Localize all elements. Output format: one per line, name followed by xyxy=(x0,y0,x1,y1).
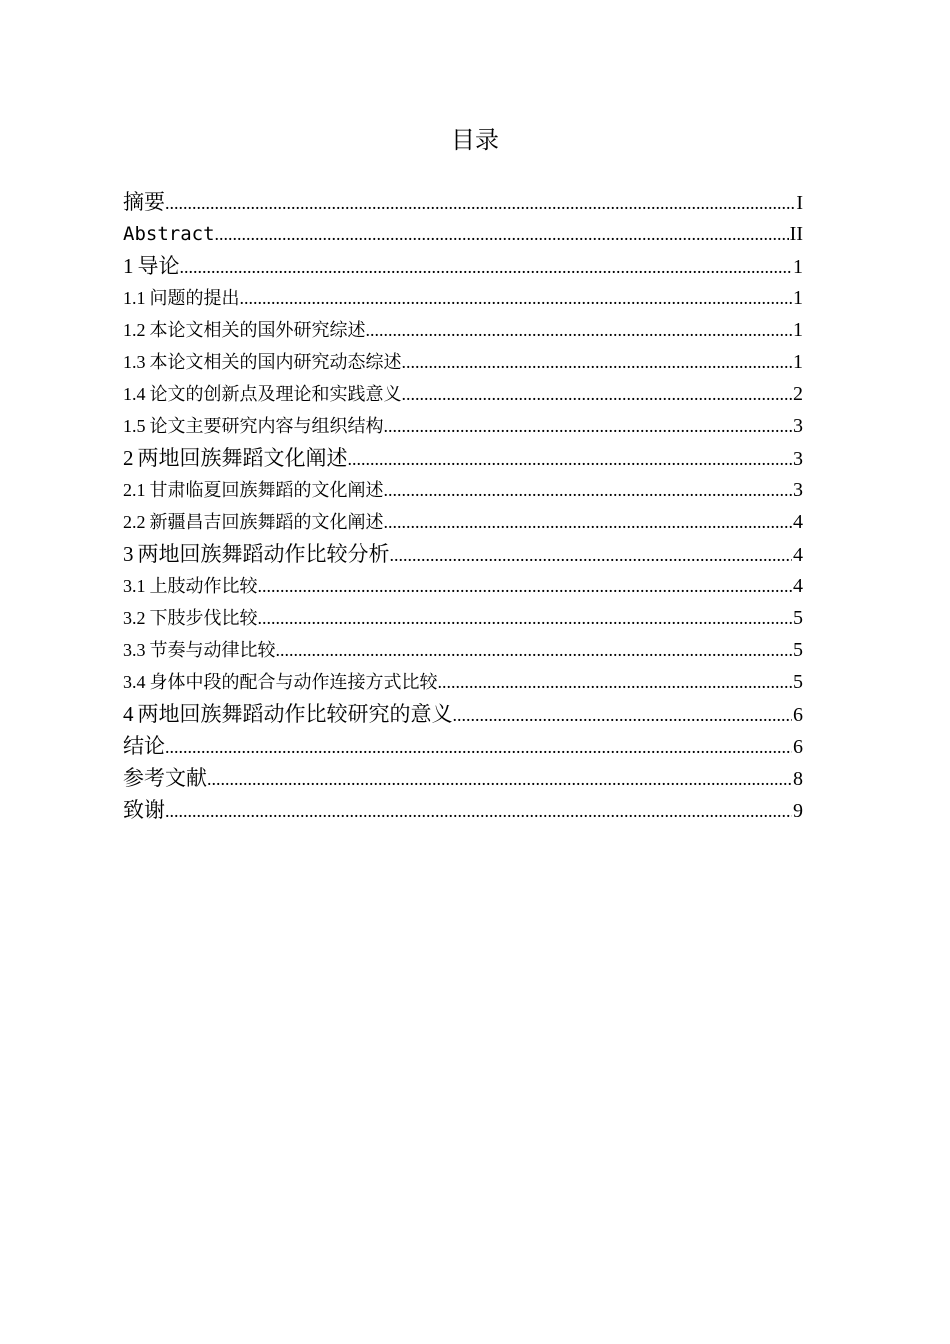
toc-dot-leader xyxy=(384,474,793,506)
toc-entry-page: 1 xyxy=(793,319,803,341)
toc-entry-chapter-3[interactable] xyxy=(123,538,803,570)
toc-dot-leader xyxy=(453,699,793,730)
table-of-contents xyxy=(123,186,803,826)
toc-entry-acknowledgements[interactable] xyxy=(123,794,803,826)
toc-entry-number: 1.5 xyxy=(123,416,146,436)
toc-entry-title: 下肢步伐比较 xyxy=(149,608,258,629)
toc-entry-page: 3 xyxy=(793,448,803,470)
toc-entry-title: 本论文相关的国外研究综述 xyxy=(149,320,366,341)
toc-entry-title: 本论文相关的国内研究动态综述 xyxy=(149,352,402,373)
toc-dot-leader xyxy=(348,443,793,474)
toc-entry-title: 结论 xyxy=(123,734,165,758)
toc-dot-leader xyxy=(390,539,793,570)
toc-entry-section-2-1[interactable] xyxy=(123,474,803,506)
toc-entry-chapter-4[interactable] xyxy=(123,698,803,730)
toc-entry-number: 3 xyxy=(123,542,134,566)
toc-entry-page: 5 xyxy=(793,671,803,693)
toc-dot-leader xyxy=(165,187,795,218)
page-title: 目录 xyxy=(451,126,499,154)
toc-entry-title: 参考文献 xyxy=(123,766,207,790)
toc-dot-leader xyxy=(258,602,793,634)
toc-dot-leader xyxy=(384,506,793,538)
toc-entry-number: 1.2 xyxy=(123,320,146,340)
toc-dot-leader xyxy=(276,634,793,666)
toc-entry-page: 3 xyxy=(793,415,803,437)
toc-entry-number: 1.3 xyxy=(123,352,146,372)
toc-entry-page: 5 xyxy=(793,607,803,629)
toc-entry-title: 节奏与动律比较 xyxy=(149,640,276,661)
toc-entry-number: 2 xyxy=(123,446,134,470)
toc-entry-title: 摘要 xyxy=(123,190,165,214)
toc-entry-title: 问题的提出 xyxy=(149,288,240,309)
toc-entry-page: 1 xyxy=(793,256,803,278)
toc-entry-title: 上肢动作比较 xyxy=(149,576,258,597)
toc-dot-leader xyxy=(402,378,793,410)
toc-entry-page: 4 xyxy=(793,544,803,566)
toc-dot-leader xyxy=(366,314,793,346)
toc-entry-number: 3.4 xyxy=(123,672,146,692)
toc-entry-page: 6 xyxy=(793,736,803,758)
toc-entry-page: 6 xyxy=(793,704,803,726)
toc-entry-title: 两地回族舞蹈文化阐述 xyxy=(137,446,348,470)
toc-dot-leader xyxy=(258,570,793,602)
toc-entry-section-3-3[interactable] xyxy=(123,634,803,666)
toc-entry-number: 3.3 xyxy=(123,640,146,660)
toc-entry-page: II xyxy=(789,223,803,245)
toc-entry-section-3-4[interactable] xyxy=(123,666,803,698)
toc-entry-title: 论文的创新点及理论和实践意义 xyxy=(149,384,402,405)
toc-entry-title: 甘肃临夏回族舞蹈的文化阐述 xyxy=(149,480,384,501)
toc-entry-page: 5 xyxy=(793,639,803,661)
toc-entry-number: 1.4 xyxy=(123,384,146,404)
toc-dot-leader xyxy=(165,795,792,826)
toc-dot-leader xyxy=(384,410,793,442)
toc-dot-leader xyxy=(215,218,789,250)
toc-entry-title: 两地回族舞蹈动作比较分析 xyxy=(137,542,390,566)
toc-entry-number: 4 xyxy=(123,702,134,726)
toc-entry-number: 3.2 xyxy=(123,608,146,628)
toc-entry-page: I xyxy=(796,192,803,214)
toc-dot-leader xyxy=(438,666,793,698)
toc-entry-title: 身体中段的配合与动作连接方式比较 xyxy=(149,672,438,693)
toc-entry-section-1-3[interactable] xyxy=(123,346,803,378)
toc-entry-chapter-2[interactable] xyxy=(123,442,803,474)
toc-entry-title: 论文主要研究内容与组织结构 xyxy=(149,416,384,437)
toc-entry-section-3-1[interactable] xyxy=(123,570,803,602)
toc-dot-leader xyxy=(402,346,793,378)
toc-entry-references[interactable] xyxy=(123,762,803,794)
toc-entry-section-1-5[interactable] xyxy=(123,410,803,442)
toc-entry-page: 3 xyxy=(793,479,803,501)
toc-entry-title: 导论 xyxy=(137,254,180,278)
toc-entry-title: Abstract xyxy=(123,223,215,245)
toc-entry-page: 1 xyxy=(793,287,803,309)
toc-entry-abstract-en[interactable] xyxy=(123,218,803,250)
toc-dot-leader xyxy=(207,763,792,794)
toc-entry-abstract-cn[interactable] xyxy=(123,186,803,218)
toc-entry-title: 两地回族舞蹈动作比较研究的意义 xyxy=(137,702,453,726)
toc-entry-page: 4 xyxy=(793,511,803,533)
toc-entry-number: 1.1 xyxy=(123,288,146,308)
toc-dot-leader xyxy=(180,251,793,282)
toc-entry-title: 新疆昌吉回族舞蹈的文化阐述 xyxy=(149,512,384,533)
toc-entry-conclusion[interactable] xyxy=(123,730,803,762)
toc-entry-section-2-2[interactable] xyxy=(123,506,803,538)
toc-entry-section-1-2[interactable] xyxy=(123,314,803,346)
toc-dot-leader xyxy=(165,731,792,762)
toc-entry-number: 2.2 xyxy=(123,512,146,532)
toc-entry-page: 8 xyxy=(793,768,803,790)
toc-entry-section-3-2[interactable] xyxy=(123,602,803,634)
toc-entry-page: 2 xyxy=(793,383,803,405)
toc-entry-number: 2.1 xyxy=(123,480,146,500)
toc-entry-page: 1 xyxy=(793,351,803,373)
toc-dot-leader xyxy=(240,282,793,314)
toc-entry-page: 9 xyxy=(793,800,803,822)
toc-entry-section-1-1[interactable] xyxy=(123,282,803,314)
toc-entry-page: 4 xyxy=(793,575,803,597)
toc-entry-title: 致谢 xyxy=(123,798,165,822)
toc-entry-number: 3.1 xyxy=(123,576,146,596)
toc-entry-number: 1 xyxy=(123,254,134,278)
toc-entry-chapter-1[interactable] xyxy=(123,250,803,282)
toc-entry-section-1-4[interactable] xyxy=(123,378,803,410)
